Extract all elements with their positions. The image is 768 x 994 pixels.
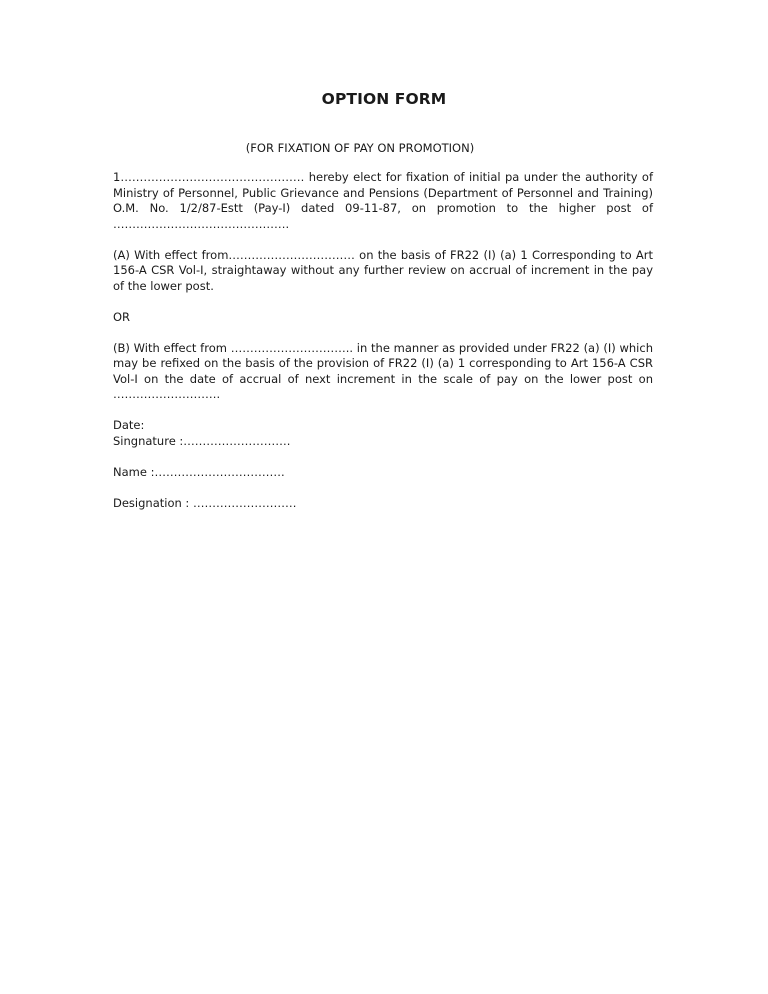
spacer: [113, 480, 653, 496]
form-subtitle: (FOR FIXATION OF PAY ON PROMOTION): [245, 141, 475, 155]
name-line: Name :…………………………….: [113, 464, 285, 479]
form-body: [113, 170, 653, 511]
date-label: Date:: [113, 418, 145, 432]
option-a-paragraph: (A) With effect from…………………………… on the basis of FR22 (I) (a) 1 Corresponding to Art 156-A CSR Vol-I, straightaway without any further review on accrual of increment in the pay of the lower post.: [113, 247, 653, 293]
form-title: OPTION FORM: [321, 90, 447, 108]
or-separator: OR: [113, 309, 131, 324]
intro-paragraph: 1………………………………………… hereby elect for fixation of initial pa under the authority of Ministry of Personnel, Public Grievance and Pensions (Department of Personnel and Training) O.M. No. 1/2/87-Estt (Pay-I) dated 09-11-87, on promotion to the higher post of ……………………………………….: [113, 170, 653, 231]
option-b-paragraph: (B) With effect from ………………………….. in the manner as provided under FR22 (a) (I) which may be refixed on the basis of the provision of FR22 (I) (a) 1 corresponding to Art 156-A CSR Vol-I on the date of accrual of next increment in the scale of pay on the lower post on ……………………….: [113, 340, 653, 401]
spacer: [113, 449, 653, 465]
signature-line: Singnature :……………………….: [113, 433, 291, 448]
designation-line: Designation : ………………………: [113, 495, 297, 510]
